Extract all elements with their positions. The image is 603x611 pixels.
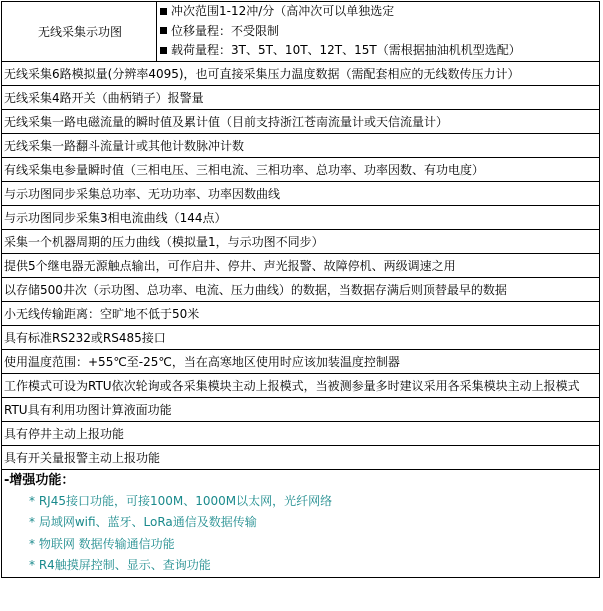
- feature-cell: 采集一个机器周期的压力曲线（模拟量1，与示功图不同步）: [2, 229, 600, 253]
- enhanced-item: * 局域网wifi、蓝牙、LoRa通信及数据传输: [29, 515, 257, 529]
- enhanced-title: -增强功能：: [4, 472, 75, 488]
- feature-cell: 与示功图同步采集3相电流曲线（144点）: [2, 205, 600, 229]
- feature-row: [2, 397, 600, 421]
- feature-cell: 以存储500井次（示功图、总功率、电流、压力曲线）的数据，当数据存满后则顶替最早的数据: [2, 277, 600, 301]
- header-row: [2, 2, 600, 62]
- spec-line: [159, 2, 599, 22]
- feature-cell: 提供5个继电器无源触点输出，可作启井、停井、声光报警、故障停机、两级调速之用: [2, 253, 600, 277]
- spec-text: 载荷量程：3T、5T、10T、12T、15T（需根据抽油机机型选配）: [171, 43, 521, 57]
- feature-cell: 工作模式可设为RTU依次轮询或各采集模块主动上报模式，当被测参量多时建议采用各采集模块主动上报模式: [2, 373, 600, 397]
- feature-row: [2, 373, 600, 397]
- feature-row: [2, 85, 600, 109]
- feature-row: [2, 421, 600, 445]
- header-specs-cell: [157, 2, 600, 62]
- header-label-cell: 无线采集示功图: [2, 2, 157, 62]
- feature-cell: 无线采集一路翻斗流量计或其他计数脉冲计数: [2, 133, 600, 157]
- feature-row: [2, 349, 600, 373]
- feature-row: [2, 133, 600, 157]
- feature-row: [2, 253, 600, 277]
- feature-cell: 有线采集电参量瞬时值（三相电压、三相电流、三相功率、总功率、功率因数、有功电度）: [2, 157, 600, 181]
- spec-text: 位移量程：不受限制: [171, 23, 280, 38]
- feature-cell: 使用温度范围：+55℃至-25℃，当在高寒地区使用时应该加装温度控制器: [2, 349, 600, 373]
- spec-line: [159, 41, 599, 61]
- spec-text: 冲次范围1-12冲/分（高冲次可以单独选定: [171, 4, 395, 18]
- feature-cell: 无线采集4路开关（曲柄销子）报警量: [2, 85, 600, 109]
- feature-cell: 无线采集6路模拟量(分辨率4095)，也可直接采集压力温度数据（需配套相应的无线数传压力计）: [2, 61, 600, 85]
- enhanced-features-cell: [2, 469, 600, 577]
- feature-cell: 具有停井主动上报功能: [2, 421, 600, 445]
- feature-row: [2, 157, 600, 181]
- feature-row: [2, 61, 600, 85]
- feature-cell: 小无线传输距离：空旷地不低于50米: [2, 301, 600, 325]
- enhanced-item: * 物联网 数据传输通信功能: [29, 536, 175, 551]
- feature-cell: 具有标准RS232或RS485接口: [2, 325, 600, 349]
- feature-row: [2, 181, 600, 205]
- feature-cell: 具有开关量报警主动上报功能: [2, 445, 600, 469]
- feature-row: [2, 277, 600, 301]
- feature-spec-table: [1, 1, 600, 578]
- feature-cell: 无线采集一路电磁流量的瞬时值及累计值（目前支持浙江苍南流量计或天信流量计）: [2, 109, 600, 133]
- feature-cell: 与示功图同步采集总功率、无功功率、功率因数曲线: [2, 181, 600, 205]
- feature-row: [2, 301, 600, 325]
- enhanced-row: [2, 469, 600, 577]
- bullet-icon: [160, 8, 167, 15]
- feature-cell: RTU具有利用功图计算液面功能: [2, 397, 600, 421]
- feature-row: [2, 325, 600, 349]
- feature-row: [2, 205, 600, 229]
- enhanced-item: * RJ45接口功能，可接100M、1000M以太网，光纤网络: [29, 493, 333, 508]
- feature-row: [2, 445, 600, 469]
- feature-row: [2, 109, 600, 133]
- bullet-icon: [160, 47, 167, 54]
- bullet-icon: [160, 27, 167, 34]
- feature-row: [2, 229, 600, 253]
- spec-line: [159, 22, 599, 42]
- enhanced-item: * R4触摸屏控制、显示、查询功能: [29, 558, 211, 572]
